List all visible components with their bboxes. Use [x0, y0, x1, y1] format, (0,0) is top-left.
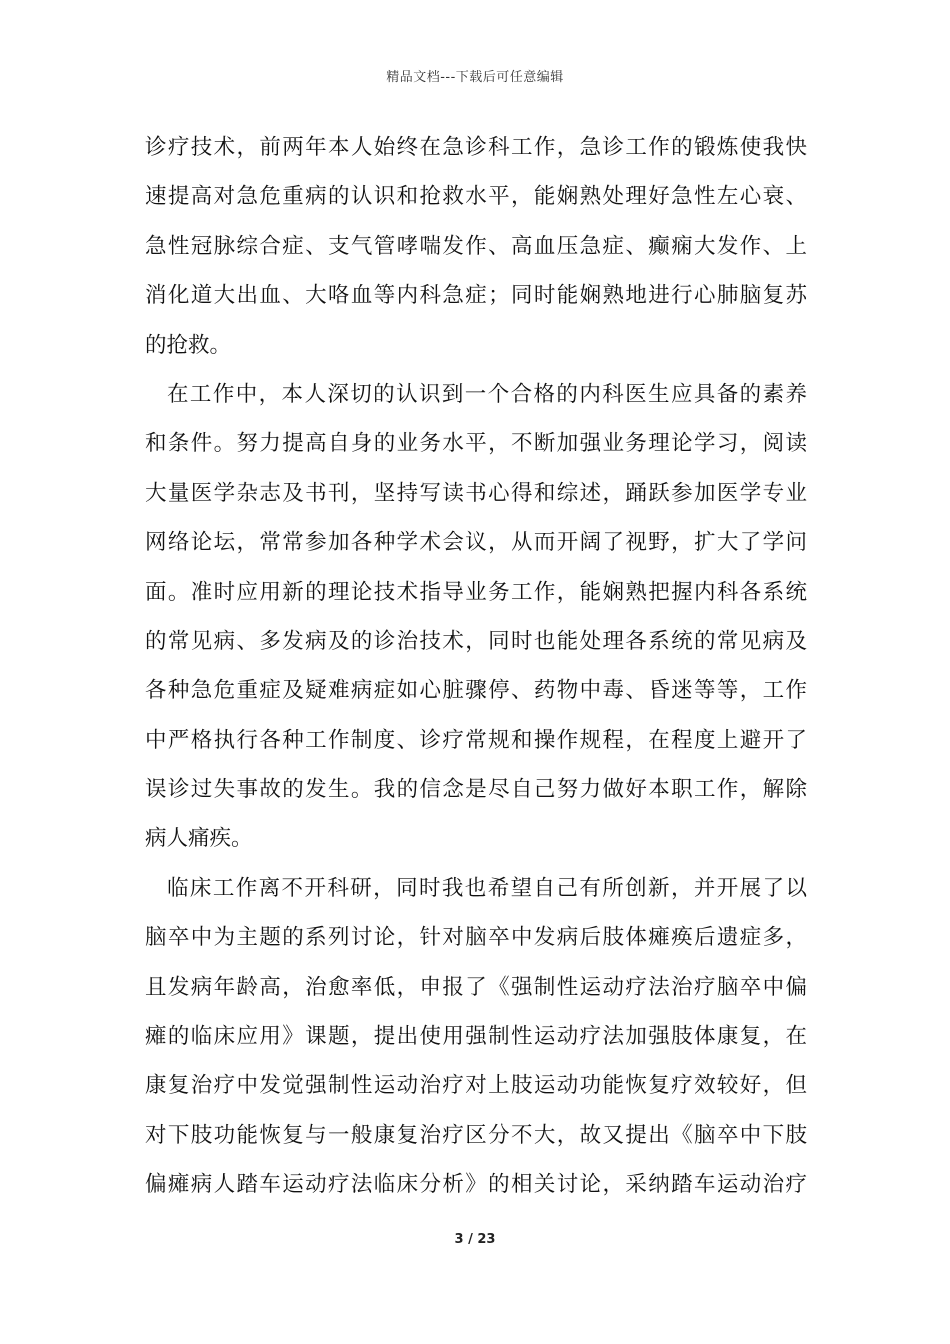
text-line: 康复治疗中发觉强制性运动治疗对上肢运动功能恢复疗效较好，但	[145, 1073, 807, 1099]
text-line: 诊疗技术，前两年本人始终在急诊科工作，急诊工作的锻炼使我快	[145, 135, 807, 160]
text-line: 的常见病、多发病及的诊治技术，同时也能处理各系统的常见病及	[145, 628, 807, 654]
text-line: 脑卒中为主题的系列讨论，针对脑卒中发病后肢体瘫痪后遗症多，	[145, 925, 807, 951]
text-line: 中严格执行各种工作制度、诊疗常规和操作规程，在程度上避开了	[145, 727, 807, 753]
text-line: 在工作中，本人深切的认识到一个合格的内科医生应具备的素养	[167, 381, 807, 407]
text-line: 网络论坛，常常参加各种学术会议，从而开阔了视野，扩大了学问	[145, 530, 807, 556]
page-header: 精品文档---下载后可任意编辑	[386, 70, 564, 85]
text-line: 大量医学杂志及书刊，坚持写读书心得和综述，踊跃参加医学专业	[145, 480, 807, 506]
paragraph	[145, 864, 807, 1210]
page-number: 3 / 23	[454, 1232, 496, 1247]
text-line: 面。准时应用新的理论技术指导业务工作，能娴熟把握内科各系统	[145, 579, 807, 605]
text-line: 的抢救。	[145, 332, 232, 358]
text-line: 对下肢功能恢复与一般康复治疗区分不大，故又提出《脑卒中下肢	[145, 1122, 807, 1148]
text-line: 临床工作离不开科研，同时我也希望自己有所创新，并开展了以	[167, 875, 807, 901]
paragraph	[145, 123, 807, 370]
text-line: 消化道大出血、大咯血等内科急症；同时能娴熟地进行心肺脑复苏	[145, 283, 807, 309]
text-line: 误诊过失事故的发生。我的信念是尽自己努力做好本职工作，解除	[145, 777, 807, 803]
text-line: 和条件。努力提高自身的业务水平，不断加强业务理论学习，阅读	[145, 431, 807, 457]
text-line: 急性冠脉综合症、支气管哮喘发作、高血压急症、癫痫大发作、上	[145, 233, 807, 259]
text-line: 瘫的临床应用》课题，提出使用强制性运动疗法加强肢体康复，在	[145, 1024, 807, 1050]
text-line: 速提高对急危重病的认识和抢救水平，能娴熟处理好急性左心衰、	[145, 184, 807, 210]
text-line: 且发病年龄高，治愈率低，申报了《强制性运动疗法治疗脑卒中偏	[145, 974, 807, 1000]
paragraph	[145, 370, 807, 864]
document-body	[145, 123, 807, 1210]
text-line: 各种急危重症及疑难病症如心脏骤停、药物中毒、昏迷等等，工作	[145, 678, 807, 704]
text-line: 偏瘫病人踏车运动疗法临床分析》的相关讨论，采纳踏车运动治疗	[145, 1172, 807, 1198]
text-line: 病人痛疾。	[145, 826, 253, 852]
